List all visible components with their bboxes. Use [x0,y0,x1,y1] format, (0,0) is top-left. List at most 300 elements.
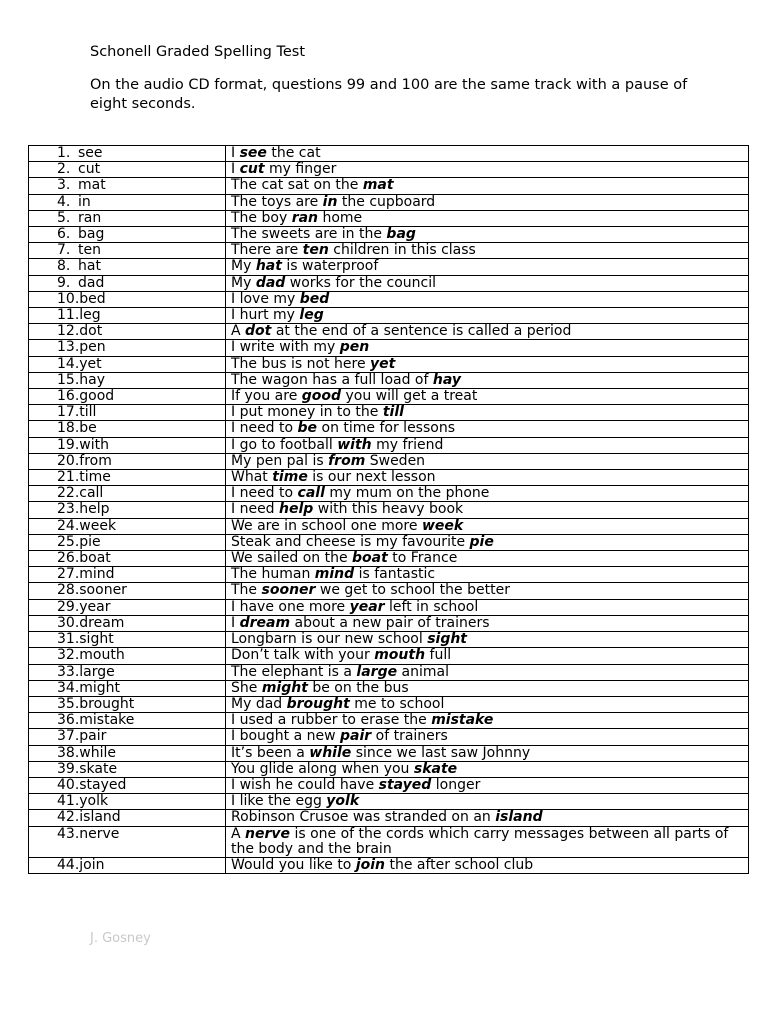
sentence-keyword: cut [239,161,265,178]
spelling-word-cell [29,194,226,210]
sentence-before: I [231,161,240,178]
example-sentence-cell [226,340,749,356]
spelling-word: see [78,145,103,161]
spelling-word: skate [79,760,118,777]
spelling-word: pen [79,339,106,356]
sentence-before: Don’t talk with your [231,647,375,664]
spelling-word-cell [29,405,226,421]
sentence-keyword: hat [255,258,282,275]
table-row [29,713,749,729]
sentence-keyword: mind [314,566,355,583]
sentence-keyword: island [495,809,543,826]
sentence-before: The sweets are in the [231,226,387,243]
sentence-after: is fantastic [354,566,436,583]
item-number: 11. [57,307,80,324]
sentence-after: is waterproof [281,258,379,275]
sentence-keyword: brought [286,695,350,712]
item-number: 3. [57,177,71,194]
sentence-after: at the end of a sentence is called a period [271,323,572,340]
spelling-word-cell [29,389,226,405]
spelling-word: sight [79,631,114,648]
table-row [29,696,749,712]
example-sentence-cell [226,713,749,729]
spelling-word: ran [78,209,102,226]
example-sentence-cell [226,243,749,259]
item-number: 40. [57,776,80,793]
sentence-keyword: sooner [261,582,316,599]
spelling-word-cell [29,356,226,372]
item-number: 16. [57,388,80,405]
sentence-after: me to school [349,695,445,712]
sentence-keyword: boat [352,550,388,567]
sentence-before: A [231,825,246,842]
table-row [29,324,749,340]
example-sentence-cell [226,356,749,372]
spelling-word: join [79,856,105,873]
spelling-word-cell [29,324,226,340]
item-number: 37. [57,728,80,745]
spelling-word: bag [78,226,105,243]
spelling-word-cell [29,664,226,680]
sentence-before: I need to [231,485,298,502]
spelling-word: good [79,388,115,405]
spelling-word-cell [29,632,226,648]
table-row [29,275,749,291]
spelling-word-cell [29,518,226,534]
sentence-keyword: week [421,517,464,534]
spelling-word: dream [79,614,125,631]
spelling-word: while [79,744,116,761]
spelling-word: might [79,679,121,696]
example-sentence-cell [226,421,749,437]
sentence-after: the cat [266,145,321,161]
sentence-before: I put money in to the [231,404,383,421]
spelling-word-cell [29,470,226,486]
sentence-keyword: mat [362,177,394,194]
spelling-word-cell [29,259,226,275]
example-sentence-cell [226,210,749,226]
sentence-after: my friend [371,436,444,453]
sentence-after: full [425,647,452,664]
sentence-after: we get to school the better [315,582,510,599]
spelling-table-body [29,146,749,874]
item-number: 4. [57,193,71,210]
example-sentence-cell [226,405,749,421]
item-number: 27. [57,566,80,583]
spelling-word: leg [79,307,101,324]
sentence-before: I used a rubber to erase the [231,712,432,729]
table-row [29,178,749,194]
spelling-word: with [79,436,109,453]
table-row [29,146,749,162]
spelling-word-cell [29,437,226,453]
sentence-after: the cupboard [337,193,436,210]
spelling-word: bed [79,290,106,307]
spelling-word-cell [29,826,226,857]
sentence-before: I hurt my [231,307,300,324]
item-number: 7. [57,242,71,259]
item-number: 19. [57,436,80,453]
sentence-before: There are [231,242,303,259]
table-row [29,648,749,664]
sentence-after: of trainers [371,728,448,745]
spelling-word-cell [29,745,226,761]
spelling-word-cell [29,340,226,356]
spelling-word: boat [79,550,111,567]
spelling-word: nerve [79,825,120,842]
table-row [29,405,749,421]
sentence-before: The human [231,566,315,583]
sentence-after: is one of the cords which carry messages between all parts of the body and the brain [231,825,733,857]
sentence-keyword: while [309,744,352,761]
spelling-word-cell [29,567,226,583]
example-sentence-cell [226,308,749,324]
spelling-word-cell [29,810,226,826]
item-number: 32. [57,647,80,664]
spelling-word: dot [79,323,103,340]
example-sentence-cell [226,777,749,793]
sentence-after: on time for lessons [317,420,456,437]
example-sentence-cell [226,372,749,388]
spelling-word: dad [78,274,105,291]
sentence-before: If you are [231,388,302,405]
table-row [29,340,749,356]
item-number: 42. [57,809,80,826]
spelling-word-cell [29,486,226,502]
sentence-keyword: yolk [326,793,360,810]
item-number: 22. [57,485,80,502]
sentence-keyword: bed [299,290,330,307]
example-sentence-cell [226,275,749,291]
item-number: 31. [57,631,80,648]
item-number: 12. [57,323,80,340]
spelling-word: from [79,452,112,469]
sentence-before: Longbarn is our new school [231,631,428,648]
item-number: 17. [57,404,80,421]
sentence-keyword: dad [255,274,286,291]
sentence-after: children in this class [328,242,476,259]
sentence-after: Sweden [365,452,426,469]
spelling-word: hat [78,258,101,275]
sentence-before: I bought a new [231,728,341,745]
table-row [29,599,749,615]
table-row [29,583,749,599]
sentence-keyword: pen [339,339,370,356]
spelling-word-cell [29,857,226,873]
spelling-word-cell [29,372,226,388]
table-row [29,794,749,810]
spelling-word-cell [29,583,226,599]
sentence-keyword: see [239,145,267,161]
example-sentence-cell [226,632,749,648]
sentence-keyword: mistake [431,712,494,729]
example-sentence-cell [226,745,749,761]
item-number: 5. [57,209,71,226]
sentence-keyword: call [297,485,325,502]
example-sentence-cell [226,259,749,275]
sentence-keyword: mouth [374,647,426,664]
item-number: 1. [57,145,71,161]
spelling-word-cell [29,534,226,550]
example-sentence-cell [226,453,749,469]
example-sentence-cell [226,437,749,453]
spelling-word: be [79,420,97,437]
example-sentence-cell [226,680,749,696]
table-row [29,551,749,567]
sentence-keyword: ten [302,242,329,259]
item-number: 9. [57,274,71,291]
sentence-keyword: pie [469,533,494,550]
sentence-before: The cat sat on the [231,177,363,194]
example-sentence-cell [226,486,749,502]
example-sentence-cell [226,696,749,712]
item-number: 44. [57,856,80,873]
table-row [29,356,749,372]
sentence-after: is our next lesson [307,469,436,486]
sentence-before: My [231,258,256,275]
sentence-before: I love my [231,290,300,307]
sentence-before: Steak and cheese is my favourite [231,533,470,550]
sentence-after: works for the council [285,274,437,291]
example-sentence-cell [226,551,749,567]
document-title: Schonell Graded Spelling Test [90,44,306,60]
example-sentence-cell [226,729,749,745]
audio-note: On the audio CD format, questions 99 and 100 are the same track with a pause of eight seconds. [90,77,688,112]
item-number: 38. [57,744,80,761]
table-row [29,534,749,550]
spelling-word-cell [29,761,226,777]
spelling-word: large [79,663,115,680]
example-sentence-cell [226,324,749,340]
item-number: 15. [57,371,80,388]
spelling-word-cell [29,648,226,664]
sentence-before: I need [231,501,280,518]
sentence-before: A [231,323,246,340]
example-sentence-cell [226,664,749,680]
table-row [29,518,749,534]
sentence-after: my mum on the phone [324,485,490,502]
item-number: 43. [57,825,80,842]
sentence-before: She [231,679,262,696]
spelling-word: in [78,193,91,210]
sentence-keyword: till [382,404,404,421]
sentence-keyword: dot [245,323,272,340]
example-sentence-cell [226,794,749,810]
table-row [29,777,749,793]
spelling-word-cell [29,729,226,745]
author-footer: J. Gosney [90,931,151,946]
spelling-word-cell [29,146,226,162]
spelling-word-cell [29,421,226,437]
sentence-keyword: nerve [245,825,291,842]
spelling-word-cell [29,453,226,469]
table-row [29,857,749,873]
table-row [29,810,749,826]
example-sentence-cell [226,761,749,777]
table-row [29,761,749,777]
spelling-word: brought [79,695,135,712]
spelling-word: mat [78,177,106,194]
example-sentence-cell [226,567,749,583]
spelling-word-cell [29,680,226,696]
sentence-after: you will get a treat [341,388,478,405]
item-number: 24. [57,517,80,534]
sentence-keyword: stayed [378,776,432,793]
sentence-before: Would you like to [231,856,356,873]
sentence-before: I [231,145,240,161]
spelling-word-cell [29,713,226,729]
sentence-keyword: yet [370,355,396,372]
example-sentence-cell [226,178,749,194]
sentence-before: I need to [231,420,298,437]
table-row [29,453,749,469]
sentence-after: left in school [384,598,479,615]
spelling-word: week [79,517,117,534]
spelling-word: island [79,809,121,826]
sentence-keyword: be [297,420,318,437]
sentence-keyword: in [322,193,338,210]
example-sentence-cell [226,518,749,534]
example-sentence-cell [226,599,749,615]
item-number: 20. [57,452,80,469]
sentence-keyword: large [356,663,398,680]
item-number: 23. [57,501,80,518]
spelling-word-cell [29,551,226,567]
item-number: 41. [57,793,80,810]
spelling-table [28,145,749,874]
sentence-before: Robinson Crusoe was stranded on an [231,809,496,826]
table-row [29,502,749,518]
table-row [29,210,749,226]
spelling-word: stayed [79,776,127,793]
example-sentence-cell [226,162,749,178]
item-number: 30. [57,614,80,631]
sentence-before: What [231,469,273,486]
sentence-after: the after school club [385,856,534,873]
spelling-word-cell [29,599,226,615]
spelling-word: time [79,469,111,486]
spelling-word: mouth [79,647,125,664]
sentence-keyword: time [272,469,308,486]
example-sentence-cell [226,291,749,307]
example-sentence-cell [226,857,749,873]
table-row [29,372,749,388]
spelling-word: pair [79,728,107,745]
item-number: 28. [57,582,80,599]
item-number: 21. [57,469,80,486]
sentence-after: with this heavy book [313,501,464,518]
item-number: 18. [57,420,80,437]
table-row [29,437,749,453]
table-row [29,826,749,857]
item-number: 29. [57,598,80,615]
spelling-word-cell [29,794,226,810]
example-sentence-cell [226,648,749,664]
spelling-word: year [79,598,111,615]
spelling-word-cell [29,615,226,631]
sentence-after: since we last saw Johnny [351,744,531,761]
sentence-keyword: hay [432,371,461,388]
sentence-after: about a new pair of trainers [290,614,490,631]
sentence-keyword: join [355,856,386,873]
sentence-keyword: might [261,679,308,696]
example-sentence-cell [226,534,749,550]
item-number: 6. [57,226,71,243]
sentence-keyword: leg [299,307,324,324]
sentence-before: The wagon has a full load of [231,371,433,388]
spelling-word: yolk [79,793,109,810]
sentence-after: animal [397,663,449,680]
sentence-before: I go to football [231,436,338,453]
table-row [29,227,749,243]
sentence-keyword: with [337,436,372,453]
spelling-word: yet [79,355,102,372]
table-row [29,194,749,210]
sentence-keyword: sight [427,631,467,648]
item-number: 10. [57,290,80,307]
spelling-word-cell [29,162,226,178]
item-number: 14. [57,355,80,372]
sentence-keyword: bag [386,226,416,243]
sentence-keyword: ran [291,209,319,226]
table-row [29,389,749,405]
sentence-after: be on the bus [307,679,409,696]
spelling-word-cell [29,243,226,259]
item-number: 26. [57,550,80,567]
sentence-keyword: good [301,388,342,405]
sentence-before: The boy [231,209,292,226]
table-row [29,162,749,178]
spelling-word-cell [29,178,226,194]
sentence-before: I write with my [231,339,340,356]
sentence-after: my finger [264,161,337,178]
spelling-word-cell [29,502,226,518]
table-row [29,243,749,259]
example-sentence-cell [226,470,749,486]
table-row [29,291,749,307]
spelling-word: call [79,485,104,502]
spelling-word: pie [79,533,101,550]
table-row [29,664,749,680]
sentence-before: I have one more [231,598,350,615]
sentence-keyword: dream [239,614,291,631]
table-row [29,745,749,761]
sentence-before: The bus is not here [231,355,371,372]
sentence-before: My pen pal is [231,452,329,469]
item-number: 39. [57,760,80,777]
sentence-before: My [231,274,256,291]
sentence-keyword: from [328,452,366,469]
sentence-before: We sailed on the [231,550,353,567]
spelling-word: mistake [79,712,135,729]
spelling-word-cell [29,227,226,243]
sentence-after: home [318,209,363,226]
spelling-word-cell [29,275,226,291]
example-sentence-cell [226,389,749,405]
sentence-after: longer [431,776,481,793]
table-row [29,729,749,745]
table-row [29,259,749,275]
spelling-word: ten [78,242,101,259]
item-number: 8. [57,258,71,275]
sentence-before: The toys are [231,193,323,210]
spelling-word: hay [79,371,106,388]
table-row [29,680,749,696]
spelling-word: sooner [79,582,127,599]
sentence-keyword: pair [340,728,372,745]
item-number: 33. [57,663,80,680]
item-number: 2. [57,161,71,178]
